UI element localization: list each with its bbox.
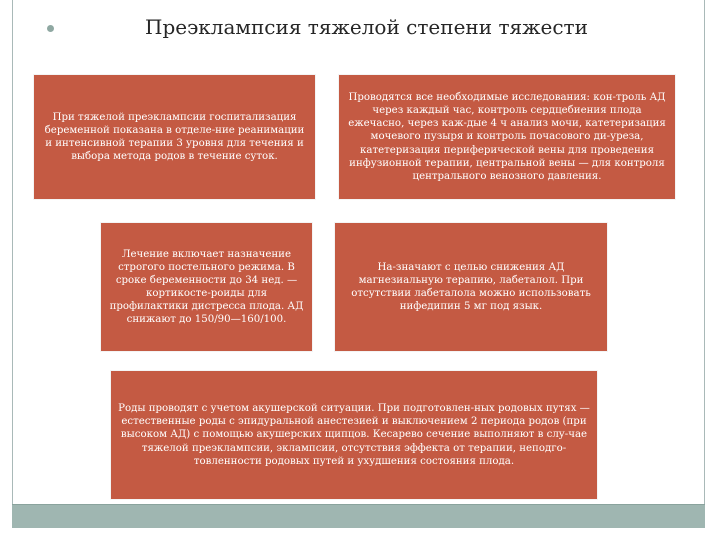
card-delivery	[110, 370, 598, 500]
card-treatment	[100, 222, 313, 352]
slide-title: Преэклампсия тяжелой степени тяжести	[145, 15, 588, 39]
card-hospitalization-text: При тяжелой преэклампсии госпитализация беременной показана в отделе-ние реанимации и интенсивной терапии 3 уровня для течения и выбора метода родов в течение суток.	[44, 111, 305, 163]
card-delivery-text: Роды проводят с учетом акушерской ситуации. При подготовлен-ных родовых путях — естественные роды с эпидуральной анестезией и выключением 2 периода родов (при высоком АД) с помощью акушерских щипцов. Кесарево сечение выполняют в слу-чае тяжелой преэклампсии, эклампсии, отсутствия эффекта от терапии, неподго-товленности родовых путей и ухудшения состояния плода.	[118, 403, 590, 467]
card-hospitalization	[33, 74, 316, 200]
card-medication-text: На-значают с целью снижения АД магнезиальную терапию, лабеталол. При отсутствии лабеталола можно использовать нифедипин 5 мг под язык.	[351, 261, 591, 313]
card-examinations	[338, 74, 676, 200]
bullet-dot-icon	[47, 25, 54, 32]
card-treatment-text: Лечение включает назначение строгого постельного режима. В сроке беременности до 34 нед. — кортикосте-роиды для профилактики дистресса плода. АД снижают до 150/90—160/100.	[109, 248, 304, 326]
card-medication	[334, 222, 608, 352]
bottom-accent-band	[12, 504, 705, 528]
card-examinations-text: Проводятся все необходимые исследования: кон-троль АД через каждый час, контроль сердцебиения плода ежечасно, через каж-дые 4 ч анализ мочи, катетеризация мочевого пузыря и контроль почасового ди-уреза, катетеризация периферической вены для проведения инфузионной терапии, центральной вены — для контроля центрального венозного давления.	[348, 92, 666, 182]
